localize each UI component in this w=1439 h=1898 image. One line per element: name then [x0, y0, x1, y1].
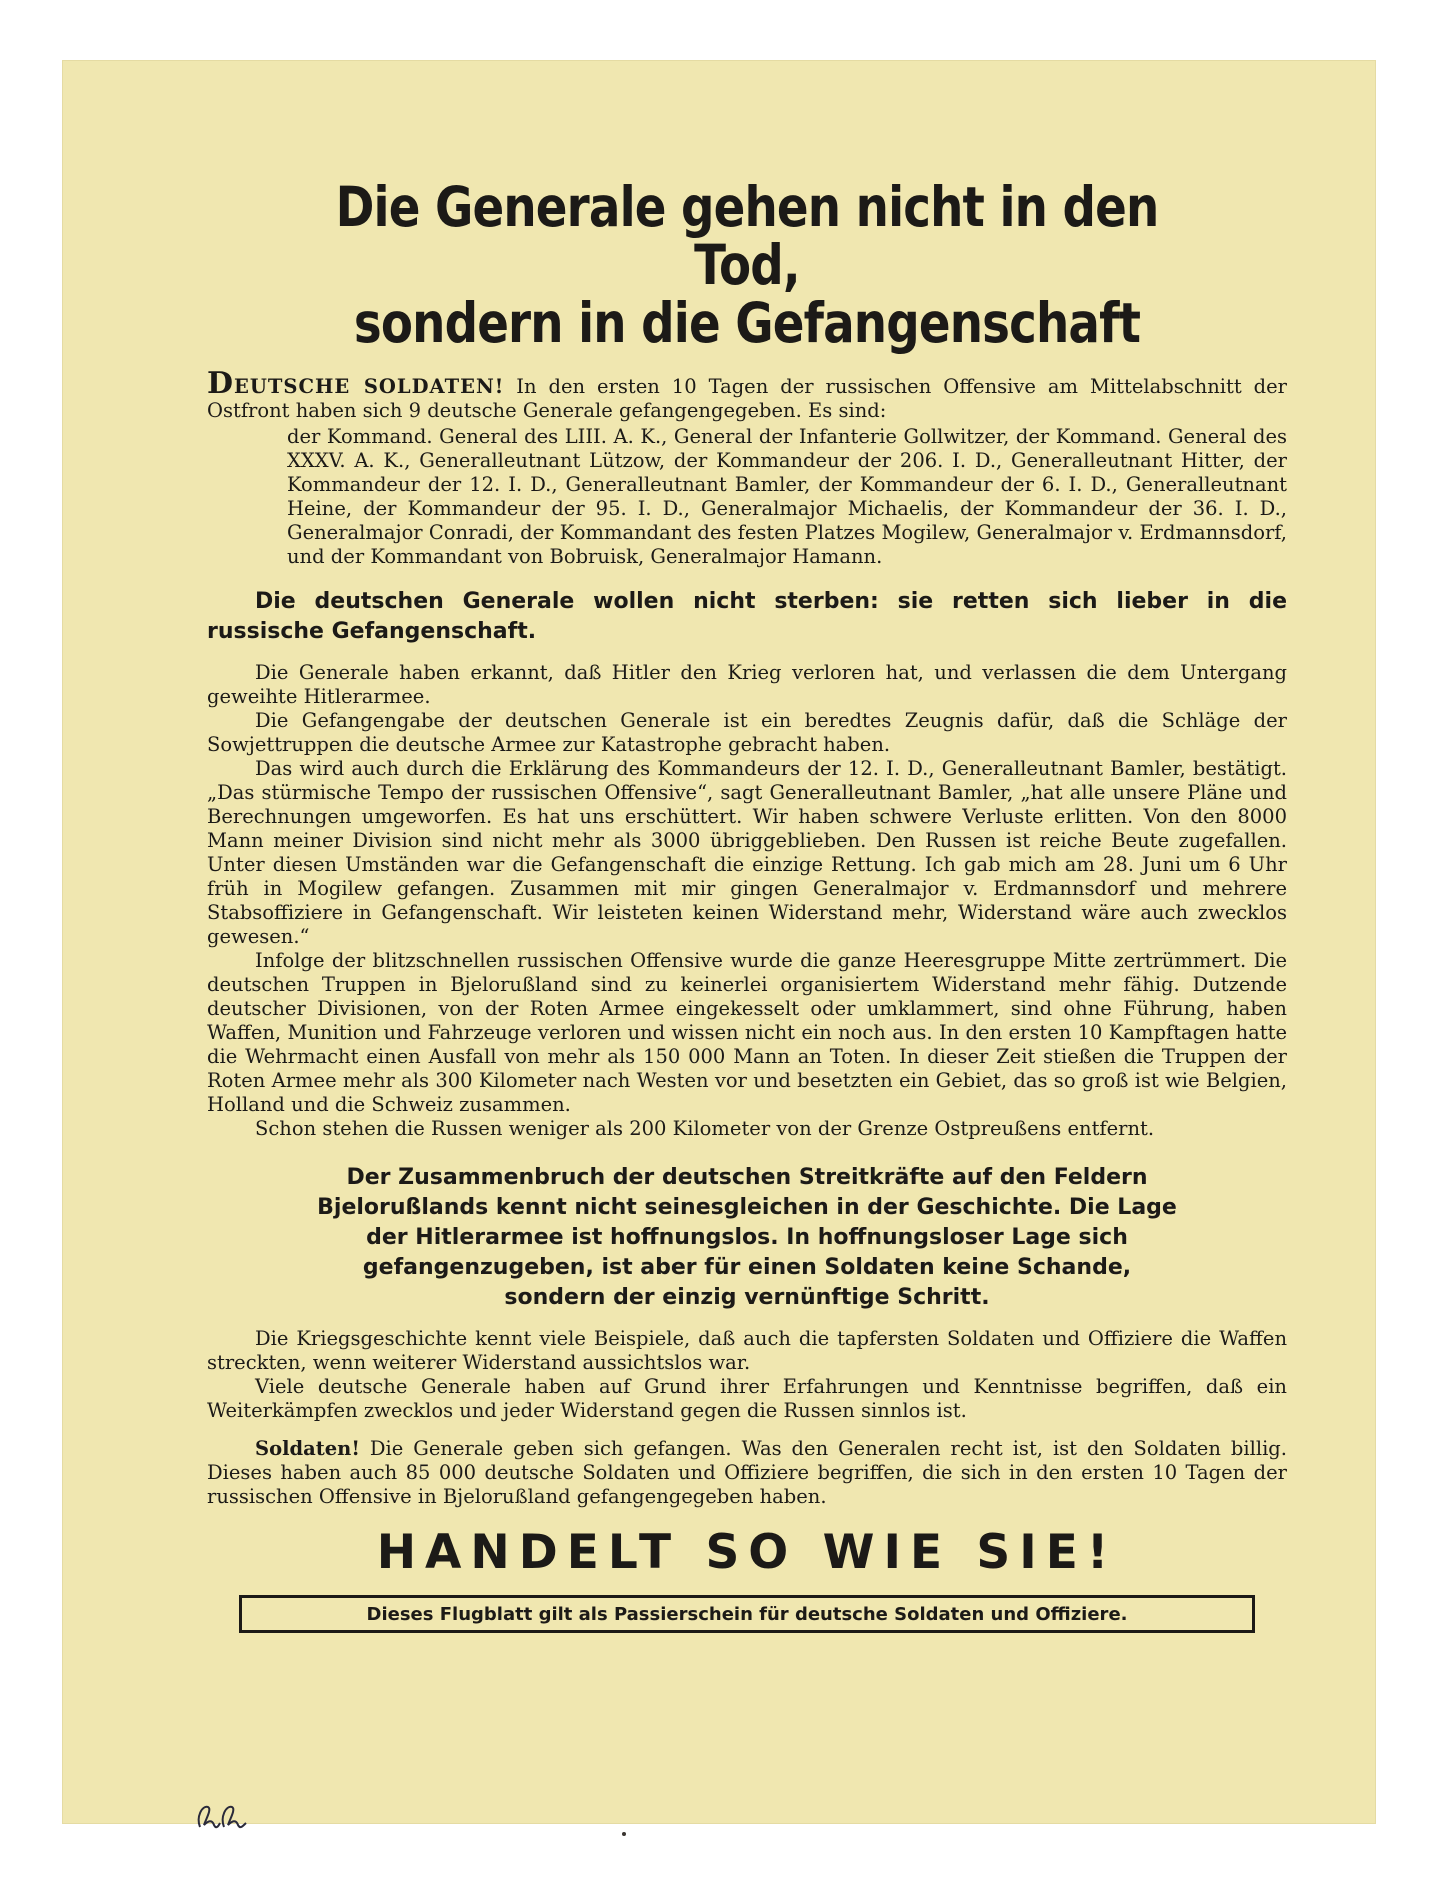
closing-paragraph-2: Viele deutsche Generale haben auf Grund ihrer Erfahrungen und Kenntnisse begriffen, daß ein Weiterkämpfen zwecklos und jeder Widerstand gegen die Russen sinnlos ist. — [207, 1375, 1287, 1422]
title-line-2: sondern in die Gefangenschaft — [353, 291, 1141, 355]
paragraph-3: Das wird auch durch die Erklärung des Kommandeurs der 12. I. D., Generalleutnant Bamler, bestätigt. „Das stürmische Tempo der russischen Offensive“, sagt Generalleutnant Bamler, „hat alle unsere Pläne und Berechnungen umgeworfen. Es hat uns erschüttert. Wir haben schwere Verluste erlitten. Von den 8000 Mann meiner Division sind nicht mehr als 3000 übriggeblieben. Den Russen ist reiche Beute zugefallen. Unter diesen Umständen war die Gefangenschaft die einzige Rettung. Ich gab mich am 28. Juni um 6 Uhr früh in Mogilew gefangen. Zusammen mit mir gingen Generalmajor v. Erdmannsdorf und mehrere Stabsoffiziere in Gefangenschaft. Wir leisteten keinen Widerstand mehr, Widerstand wäre auch zwecklos gewesen.“ — [207, 757, 1287, 948]
final-paragraph — [207, 1437, 1287, 1509]
call-to-action: HANDELT SO WIE SIE! — [376, 1525, 1118, 1580]
title-line-1: Die Generale gehen nicht in den Tod, — [335, 175, 1159, 297]
pass-note: Dieses Flugblatt gilt als Passierschein für deutsche Soldaten und Offiziere. — [366, 1604, 1128, 1625]
closing-paragraph-1: Die Kriegsgeschichte kennt viele Beispiele, daß auch die tapfersten Soldaten und Offiziere die Waffen streckten, wenn weiterer Widerstand aussichtslos war. — [207, 1327, 1287, 1374]
pass-note-box — [239, 1595, 1255, 1633]
paragraph-4: Infolge der blitzschnellen russischen Offensive wurde die ganze Heeresgruppe Mitte zertrümmert. Die deutschen Truppen in Bjelorußland sind zu keinerlei organisiertem Widerstand mehr fähig. Dutzende deutscher Divisionen, von der Roten Armee eingekesselt oder umklammert, sind ohne Führung, haben Waffen, Munition und Fahrzeuge verloren und wissen nicht ein noch aus. In den ersten 10 Kampftagen hatte die Wehrmacht einen Ausfall von mehr als 150 000 Mann an Toten. In dieser Zeit stießen die Truppen der Roten Armee mehr als 300 Kilometer nach Westen vor und besetzten ein Gebiet, das so groß ist wie Belgien, Holland und die Schweiz zusammen. — [207, 949, 1287, 1116]
intro-text: In den ersten 10 Tagen der russischen Offensive am Mittelabschnitt der Ostfront haben sich 9 deutsche Generale gefangengegeben. Es sind: — [207, 375, 1287, 422]
generals-list: der Kommand. General des LIII. A. K., General der Infanterie Gollwitzer, der Kommand. General des XXXV. A. K., Generalleutnant Lützow, der Kommandeur der 206. I. D., Generalleutnant Hitter, der Kommandeur der 12. I. D., Generalleutnant Bamler, der Kommandeur der 6. I. D., Generalleutnant Heine, der Kommandeur der 95. I. D., Generalmajor Michaelis, der Kommandeur der 36. I. D., Generalmajor Conradi, der Kommandant des festen Platzes Mogilew, Generalmajor v. Erdmannsdorf, und der Kommandant von Bobruisk, Generalmajor Hamann. — [287, 425, 1287, 568]
final-lead: Soldaten! — [255, 1437, 360, 1460]
subheading: Die deutschen Generale wollen nicht sterben: sie retten sich lieber in die russische Gefangenschaft. — [207, 589, 1287, 644]
final-text: Die Generale geben sich gefangen. Was den Generalen recht ist, ist den Soldaten billig. Dieses haben auch 85 000 deutsche Soldaten und Offiziere begriffen, die sich in den ersten 10 Tagen der russischen Offensive in Bjelorußland gefangengegeben haben. — [207, 1437, 1287, 1508]
collapse-statement: Der Zusammenbruch der deutschen Streitkräfte auf den Feldern Bjelorußlands kennt nicht seinesgleichen in der Geschichte. Die Lage der Hitlerarmee ist hoffnungslos. In hoffnungsloser Lage sich gefangenzugeben, ist aber für einen Soldaten keine Schande, sondern der einzig vernünftige Schritt. — [317, 1165, 1177, 1310]
leaflet-sheet — [62, 60, 1376, 1824]
leaflet-content — [207, 120, 1287, 1633]
paragraph-5: Schon stehen die Russen weniger als 200 Kilometer von der Grenze Ostpreußens entfernt. — [255, 1117, 1155, 1140]
paragraph-2: Die Gefangengabe der deutschen Generale ist ein beredtes Zeugnis dafür, daß die Schläge der Sowjettruppen die deutsche Armee zur Katastrophe gebracht haben. — [207, 709, 1287, 756]
intro-lead-capital: D — [207, 366, 235, 401]
ink-dot — [622, 1832, 626, 1836]
leaflet-title — [288, 175, 1206, 355]
paragraph-1: Die Generale haben erkannt, daß Hitler den Krieg verloren hat, und verlassen die dem Untergang geweihte Hitlerarmee. — [207, 661, 1287, 708]
handwritten-initials-icon — [194, 1797, 252, 1837]
intro-paragraph — [207, 366, 1287, 423]
intro-lead: EUTSCHE SOLDATEN! — [234, 375, 505, 398]
